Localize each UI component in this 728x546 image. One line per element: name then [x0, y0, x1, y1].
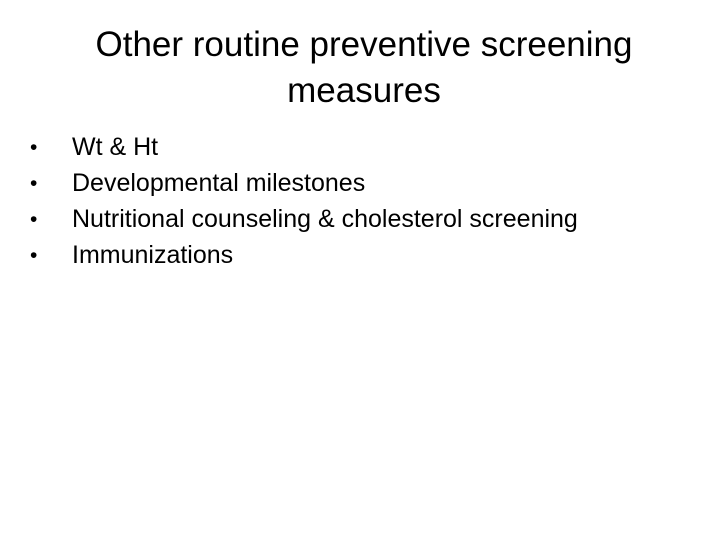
bullet-dot-icon: •: [30, 136, 38, 159]
bullet-item-developmental-milestones: [28, 169, 668, 198]
bullet-text: Developmental milestones: [72, 169, 366, 197]
slide-title-line-1: Other routine preventive screening: [95, 25, 633, 64]
bullet-item-nutritional-counseling: [28, 205, 668, 234]
slide-title-line-2: measures: [287, 71, 441, 110]
bullet-text: Immunizations: [72, 241, 234, 269]
bullet-dot-icon: •: [30, 208, 38, 231]
bullet-text: Wt & Ht: [72, 133, 159, 161]
bullet-item-immunizations: [28, 241, 668, 270]
bullet-text: Nutritional counseling & cholesterol screening: [72, 205, 578, 233]
bullet-list: [28, 133, 668, 277]
bullet-dot-icon: •: [30, 244, 38, 267]
bullet-dot-icon: •: [30, 172, 38, 195]
slide-title: [36, 22, 692, 114]
bullet-item-weight-height: [28, 133, 668, 162]
